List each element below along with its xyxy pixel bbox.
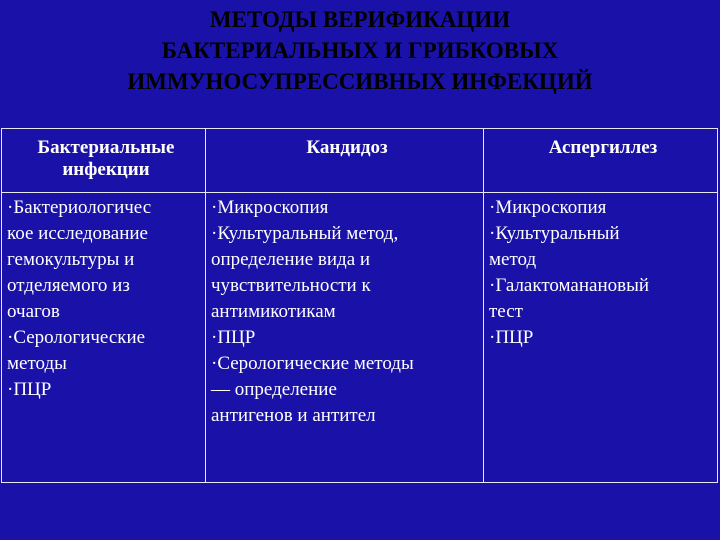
- cell-line: тест: [489, 301, 523, 322]
- cell-line: антимикотикам: [211, 301, 336, 322]
- cell-line: антигенов и антител: [211, 405, 376, 426]
- title-line: ИММУНОСУПРЕССИВНЫХ ИНФЕКЦИЙ: [127, 69, 593, 94]
- header-line: Бактериальные: [37, 137, 175, 158]
- cell-line: определение вида и: [211, 249, 371, 270]
- cell-line: метод: [489, 249, 537, 270]
- title-line: БАКТЕРИАЛЬНЫХ И ГРИБКОВЫХ: [161, 38, 559, 63]
- cell-aspergillosis-methods: [484, 193, 718, 483]
- cell-line: ·ПЦР: [211, 327, 256, 348]
- cell-bacterial-methods: [2, 193, 206, 483]
- cell-line: отделяемого из: [7, 275, 130, 296]
- cell-line: очагов: [7, 301, 60, 322]
- header-line: Кандидоз: [306, 137, 388, 158]
- cell-line: кое исследование: [7, 223, 148, 244]
- cell-line: ·Галактомананoвый: [489, 275, 650, 296]
- slide-title: [0, 4, 720, 97]
- header-line: Аспергиллез: [548, 137, 658, 158]
- cell-line: ·Бактериологичес: [7, 197, 152, 218]
- cell-line: чувствительности к: [211, 275, 371, 296]
- cell-candidiasis-methods: [206, 193, 484, 483]
- header-aspergillosis: [484, 129, 718, 193]
- cell-line: ·Культуральный: [489, 223, 620, 244]
- header-line: инфекции: [62, 159, 150, 180]
- title-line: МЕТОДЫ ВЕРИФИКАЦИИ: [209, 7, 511, 32]
- cell-line: ·Микроскопия: [489, 197, 607, 218]
- cell-line: ·Серологические методы: [211, 353, 414, 374]
- table-row: [2, 193, 718, 483]
- cell-line: методы: [7, 353, 67, 374]
- methods-table: [1, 128, 718, 483]
- header-candidiasis: [206, 129, 484, 193]
- cell-line: ·Культуральный метод,: [211, 223, 399, 244]
- cell-line: ·ПЦР: [7, 379, 52, 400]
- cell-line: ·Серологические: [7, 327, 146, 348]
- header-bacterial-infections: [2, 129, 206, 193]
- cell-line: — определение: [211, 379, 337, 400]
- cell-line: ·ПЦР: [489, 327, 534, 348]
- table-header-row: [2, 129, 718, 193]
- cell-line: гемокультуры и: [7, 249, 135, 270]
- cell-line: ·Микроскопия: [211, 197, 329, 218]
